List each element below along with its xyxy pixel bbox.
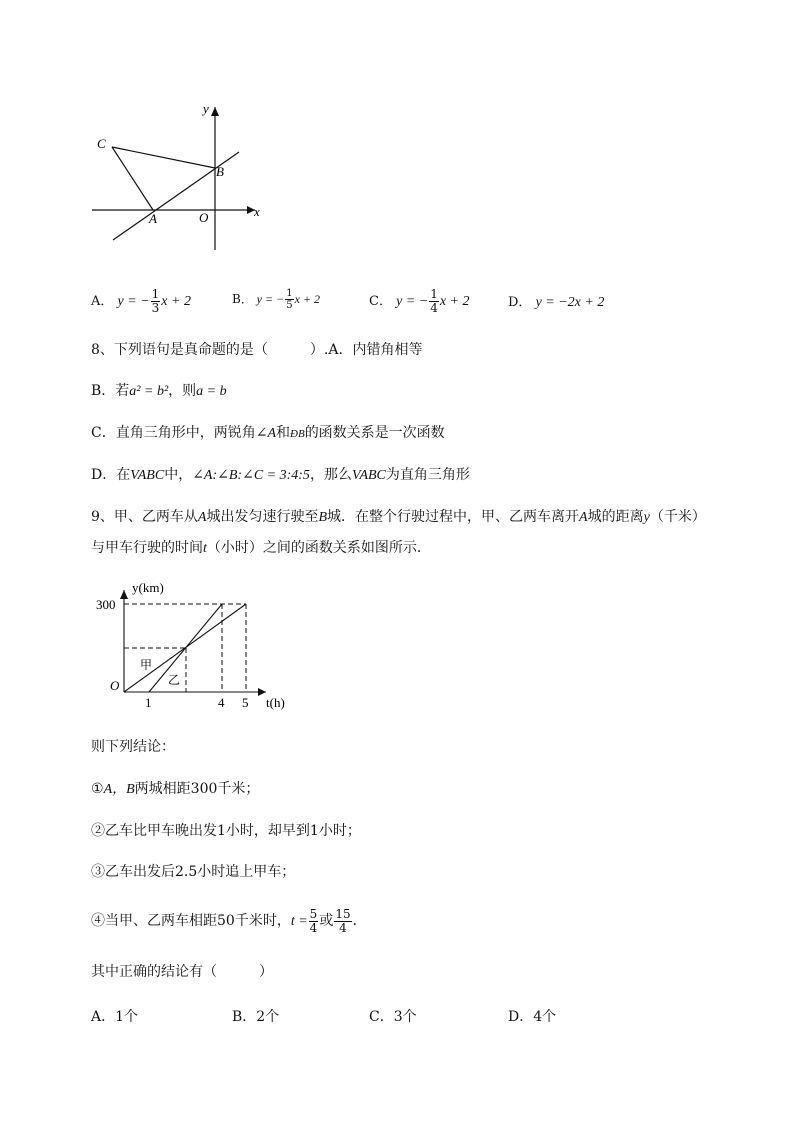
fraction: $\frac{15}{4}$ <box>335 906 351 935</box>
tick-label-4: 4 <box>218 695 225 710</box>
q7-option-a[interactable] <box>91 288 191 315</box>
q9-conclusion-3: ③乙车出发后2.5小时追上甲车； <box>91 864 296 880</box>
y-axis-label: y <box>203 101 209 116</box>
math-expression: ∠A:∠B:∠C = 3:4:5 <box>192 468 310 483</box>
equation-lhs: y = − <box>396 294 429 309</box>
equation-rhs: x + 2 <box>294 292 320 306</box>
math-expression: VABC <box>351 468 386 483</box>
equation-lhs: y = − <box>256 292 285 306</box>
fraction: $\frac{1}{4}$ <box>430 287 438 315</box>
option-prefix: A． <box>91 294 114 309</box>
option-prefix: D． <box>508 295 532 310</box>
q9-stem: 9、甲、乙两车从A城出发匀速行驶至B城．在整个行驶过程中，甲、乙两车离开A城的距离y（千米）与甲车行驶的时间t（小时）之间的函数关系如图所示． <box>91 509 706 556</box>
tick-label-1: 1 <box>145 695 152 710</box>
q8-stem: 8、下列语句是真命题的是（ ）.A．内错角相等 <box>91 342 423 358</box>
figure-q9-distance-time-graph <box>90 578 300 718</box>
q9-option-a[interactable]: A．1个 <box>91 1009 139 1025</box>
equation-lhs: y = − <box>117 294 150 309</box>
q8-option-d[interactable]: D．在VABC中，∠A:∠B:∠C = 3:4:5，那么VABC为直角三角形 <box>91 467 470 483</box>
series-label-jia: 甲 <box>140 658 153 672</box>
point-c-label: C <box>97 136 106 151</box>
figure-q7-coordinate-plane <box>85 95 275 260</box>
q8-option-c[interactable]: C．直角三角形中，两锐角∠A和ÐB的函数关系是一次函数 <box>91 425 445 441</box>
q8-option-b[interactable]: B．若a² = b²，则a = b <box>91 383 227 399</box>
math-expression: ÐB <box>290 428 305 440</box>
y-axis-arrow <box>120 590 128 599</box>
equation-rhs: x + 2 <box>161 294 191 309</box>
q7-option-c[interactable] <box>369 288 470 315</box>
tick-label-300: 300 <box>96 597 116 612</box>
equation: y = −2x + 2 <box>535 295 605 310</box>
equation-rhs: x + 2 <box>439 294 470 309</box>
y-axis-label: y(km) <box>132 580 164 595</box>
option-prefix: C． <box>369 294 392 309</box>
q7-option-b[interactable] <box>232 288 320 311</box>
q9-option-c[interactable]: C．3个 <box>369 1009 417 1025</box>
y-axis-arrow <box>211 107 219 116</box>
q9-conclusion-4: ④当甲、乙两车相距50千米时，t = $\frac{5}{4}$ 或 $\frac{15}{4}$ ． <box>91 906 367 935</box>
x-axis-label: x <box>254 204 260 219</box>
math-expression: a² = b² <box>129 384 169 399</box>
q9-conclusion-2: ②乙车比甲车晚出发1小时，却早到1小时； <box>91 823 361 839</box>
q9-conclusions-intro: 则下列结论： <box>91 739 175 755</box>
origin-label: O <box>110 678 120 693</box>
q9-option-d[interactable]: D．4个 <box>508 1009 557 1025</box>
point-a-label: A <box>149 211 157 226</box>
q7-option-d[interactable] <box>508 291 604 311</box>
q9-question: 其中正确的结论有（ ） <box>91 964 273 980</box>
q9-conclusion-1: ①A，B两城相距300千米； <box>91 781 260 797</box>
point-b-label: B <box>216 164 224 179</box>
segment-ca <box>112 147 153 210</box>
fraction: $\frac{5}{4}$ <box>309 906 318 935</box>
segment-cb <box>112 147 215 168</box>
math-expression: ∠A <box>255 426 277 441</box>
option-prefix: B． <box>232 292 253 306</box>
q9-option-b[interactable]: B．2个 <box>232 1009 280 1025</box>
t-axis-arrow <box>258 688 266 696</box>
math-expression: VABC <box>130 468 165 483</box>
math-expression: a = b <box>196 384 227 399</box>
fraction: $\frac{1}{5}$ <box>286 288 293 311</box>
tick-label-5: 5 <box>242 695 249 710</box>
fraction: $\frac{1}{3}$ <box>151 287 160 315</box>
series-label-yi: 乙 <box>168 673 181 687</box>
origin-label: O <box>199 210 209 225</box>
t-axis-label: t(h) <box>266 695 285 710</box>
